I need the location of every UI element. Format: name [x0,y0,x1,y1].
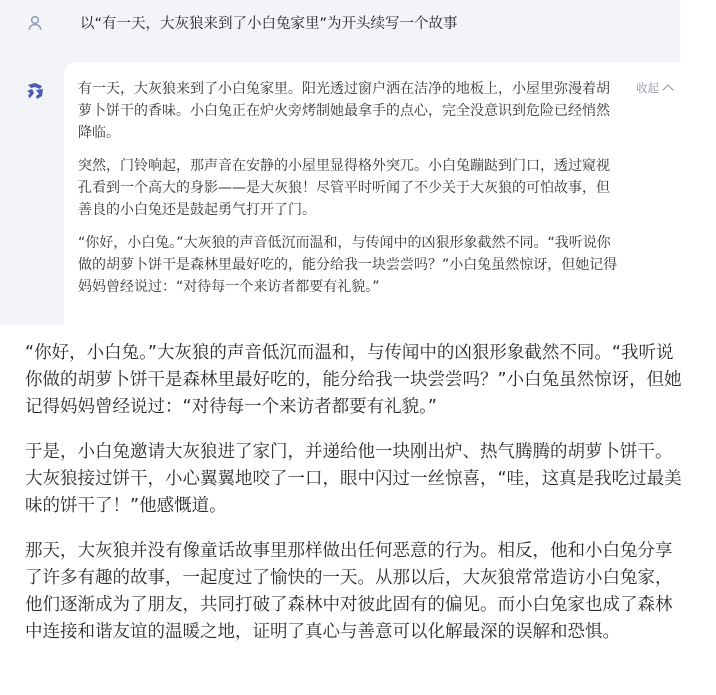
assistant-message-content [78,78,618,309]
story-paragraph: 于是，小白兔邀请大灰狼进了家门，并递给他一块刚出炉、热气腾腾的胡萝卜饼干。大灰狼接过饼干，小心翼翼地咬了一口，眼中闪过一丝惊喜，“哇，这真是我吃过最美味的饼干了！”他感慨道。 [25,442,682,516]
story-paragraph: “你好，小白兔。”大灰狼的声音低沉而温和，与传闻中的凶狠形象截然不同。“我听说你做的胡萝卜饼干是森林里最好吃的，能分给我一块尝尝吗？”小白兔虽然惊讶，但她记得妈妈曾经说过：“对待每一个来访者都要有礼貌。” [25,343,682,417]
collapse-button[interactable] [636,80,672,96]
collapse-label: 收起 [636,81,659,95]
assistant-logo-icon [24,80,46,102]
story-paragraph: 那天，大灰狼并没有像童话故事里那样做出任何恶意的行为。相反，他和小白兔分享了许多有趣的故事，一起度过了愉快的一天。从那以后，大灰狼常常造访小白兔家，他们逐渐成为了朋友，共同打破了森林中对彼此固有的偏见。而小白兔家也成了森林中连接和谐友谊的温暖之地，证明了真心与善意可以化解最深的误解和恐惧。 [25,541,673,642]
assistant-paragraph: 有一天，大灰狼来到了小白兔家里。阳光透过窗户洒在洁净的地板上，小屋里弥漫着胡萝卜饼干的香味。小白兔正在炉火旁烤制她最拿手的点心，完全没意识到危险已经悄然降临。 [78,81,610,141]
user-icon [25,13,45,33]
chat-panel [0,0,680,325]
assistant-message-bubble [64,62,680,325]
assistant-paragraph: “你好，小白兔。”大灰狼的声音低沉而温和，与传闻中的凶狠形象截然不同。“我听说你做的胡萝卜饼干是森林里最好吃的，能分给我一块尝尝吗？”小白兔虽然惊讶，但她记得妈妈曾经说过：“对待每一个来访者都要有礼貌。” [78,235,618,295]
chevron-up-icon [662,84,673,95]
assistant-paragraph: 突然，门铃响起，那声音在安静的小屋里显得格外突兀。小白兔蹦跶到门口，透过窥视孔看到一个高大的身影——是大灰狼！尽管平时听闻了不少关于大灰狼的可怕故事，但善良的小白兔还是鼓起勇气打开了门。 [78,158,610,218]
user-message-text: 以“有一天，大灰狼来到了小白兔家里”为开头续写一个故事 [80,16,458,32]
user-message [0,0,680,55]
story-text [25,340,685,664]
